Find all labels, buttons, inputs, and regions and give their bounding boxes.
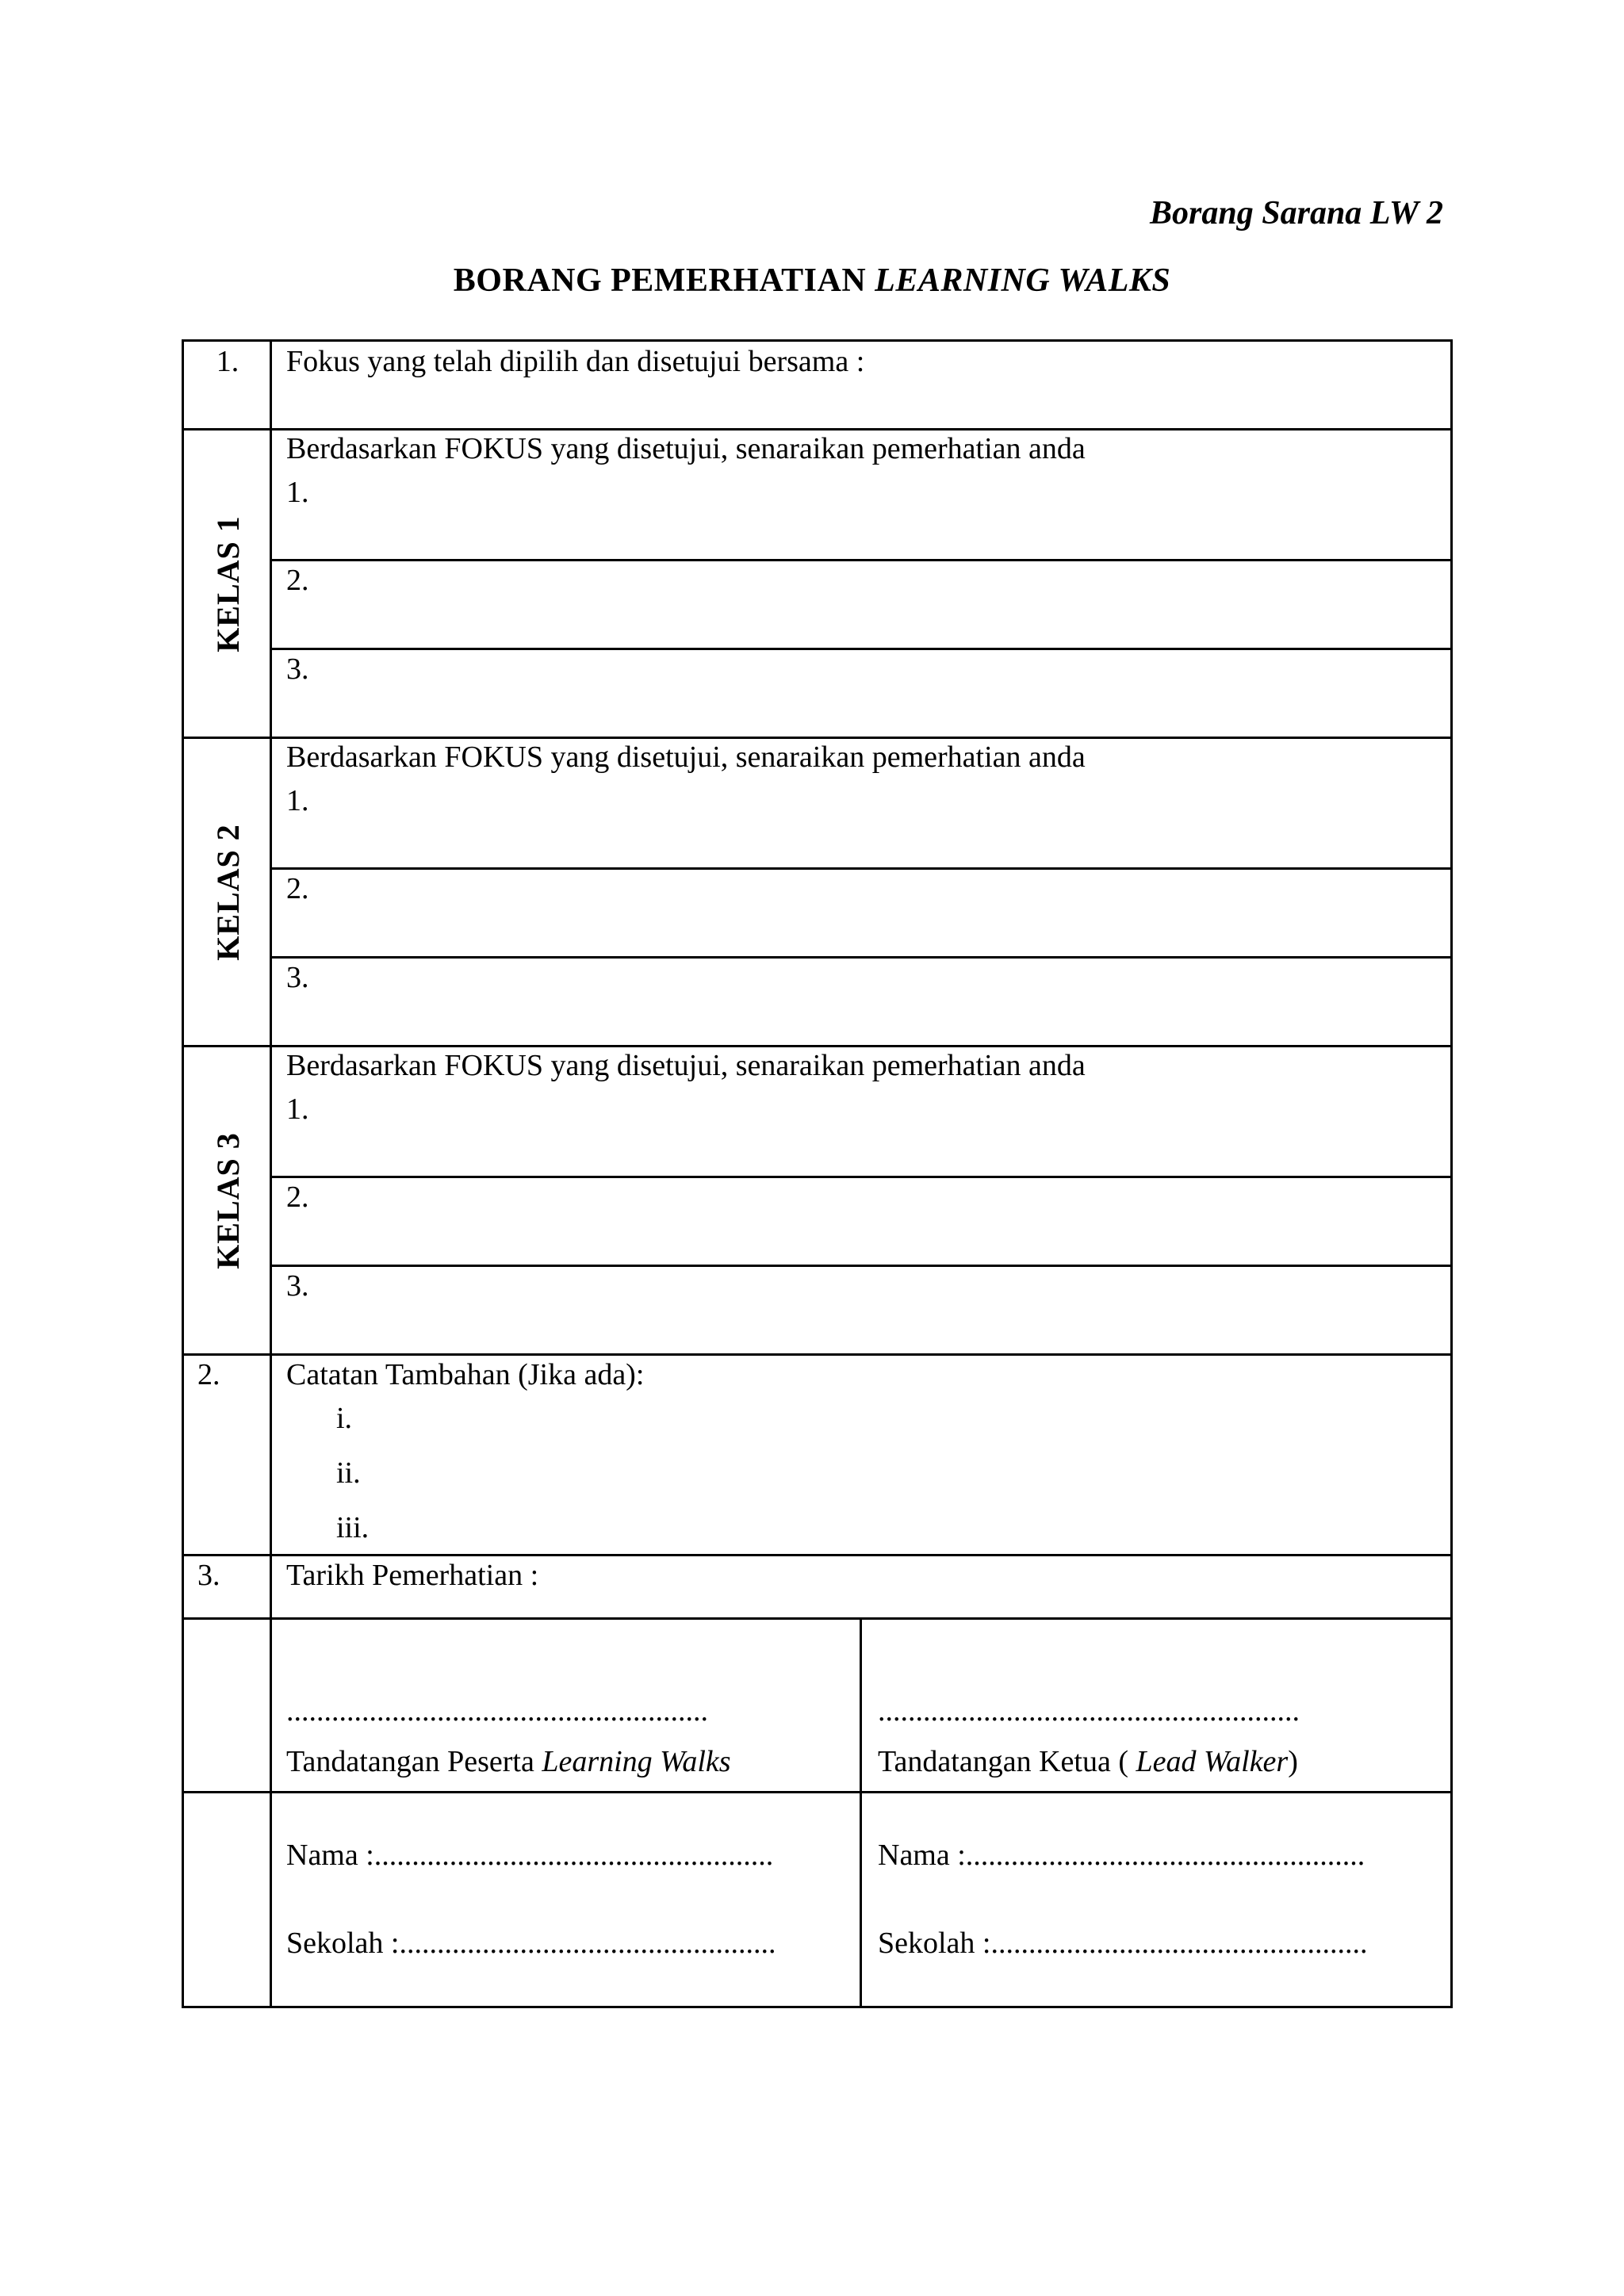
participant-signature-label: Tandatangan Peserta Learning Walks — [286, 1745, 731, 1778]
kelas-2-label: KELAS 2 — [209, 823, 246, 961]
observation-date-label: Tarikh Pemerhatian : — [286, 1559, 539, 1592]
row-line — [182, 1617, 1453, 1620]
participant-name-field: Nama :..................................................... — [286, 1839, 774, 1872]
notes-item-1: i. — [336, 1402, 353, 1435]
kelas-2-item-2: 2. — [286, 872, 309, 905]
row-line — [182, 428, 1453, 430]
subrow-line — [270, 956, 1453, 959]
form-code: Borang Sarana LW 2 — [1150, 195, 1443, 232]
row-line — [182, 1353, 1453, 1356]
row-line — [182, 1045, 1453, 1047]
leader-signature-line: ........................................................ — [878, 1694, 1300, 1728]
kelas-1-label: KELAS 1 — [209, 515, 246, 652]
document-title — [0, 262, 1624, 300]
notes-item-2: ii. — [336, 1456, 361, 1490]
row-line — [182, 339, 1453, 342]
focus-label: Fokus yang telah dipilih dan disetujui bersama : — [286, 345, 865, 378]
subrow-line — [270, 648, 1453, 650]
kelas-1-prompt: Berdasarkan FOKUS yang disetujui, senaraikan pemerhatian anda — [286, 432, 1086, 465]
row-line — [182, 1554, 1453, 1556]
kelas-2-item-3: 3. — [286, 961, 309, 994]
leader-school-field: Sekolah :.................................................. — [878, 1927, 1368, 1960]
kelas-3-item-2: 2. — [286, 1181, 309, 1214]
subrow-line — [270, 559, 1453, 561]
row-line — [182, 1791, 1453, 1793]
row-line — [182, 2006, 1453, 2008]
table-border-right — [1450, 339, 1453, 2008]
title-plain: BORANG PEMERHATIAN — [453, 262, 867, 299]
row-number: 2. — [197, 1358, 220, 1391]
kelas-3-item-1: 1. — [286, 1093, 309, 1126]
leader-signature-label: Tandatangan Ketua ( Lead Walker) — [878, 1745, 1298, 1778]
subrow-line — [270, 867, 1453, 870]
kelas-1-item-1: 1. — [286, 476, 309, 509]
kelas-1-item-3: 3. — [286, 652, 309, 686]
kelas-3-prompt: Berdasarkan FOKUS yang disetujui, senaraikan pemerhatian anda — [286, 1049, 1086, 1082]
kelas-3-item-3: 3. — [286, 1269, 309, 1303]
subrow-line — [270, 1176, 1453, 1178]
signature-divider — [860, 1617, 862, 2008]
subrow-line — [270, 1265, 1453, 1267]
row-line — [182, 737, 1453, 739]
participant-signature-line: ........................................................ — [286, 1694, 708, 1728]
participant-school-field: Sekolah :.................................................. — [286, 1927, 776, 1960]
notes-item-3: iii. — [336, 1511, 370, 1544]
kelas-2-item-1: 1. — [286, 784, 309, 817]
notes-label: Catatan Tambahan (Jika ada): — [286, 1358, 645, 1391]
leader-name-field: Nama :..................................................... — [878, 1839, 1365, 1872]
title-italic: LEARNING WALKS — [875, 262, 1171, 299]
row-number: 3. — [197, 1559, 220, 1592]
kelas-1-item-2: 2. — [286, 564, 309, 597]
kelas-3-label: KELAS 3 — [209, 1131, 246, 1269]
kelas-2-prompt: Berdasarkan FOKUS yang disetujui, senaraikan pemerhatian anda — [286, 740, 1086, 774]
row-number: 1. — [216, 345, 239, 378]
